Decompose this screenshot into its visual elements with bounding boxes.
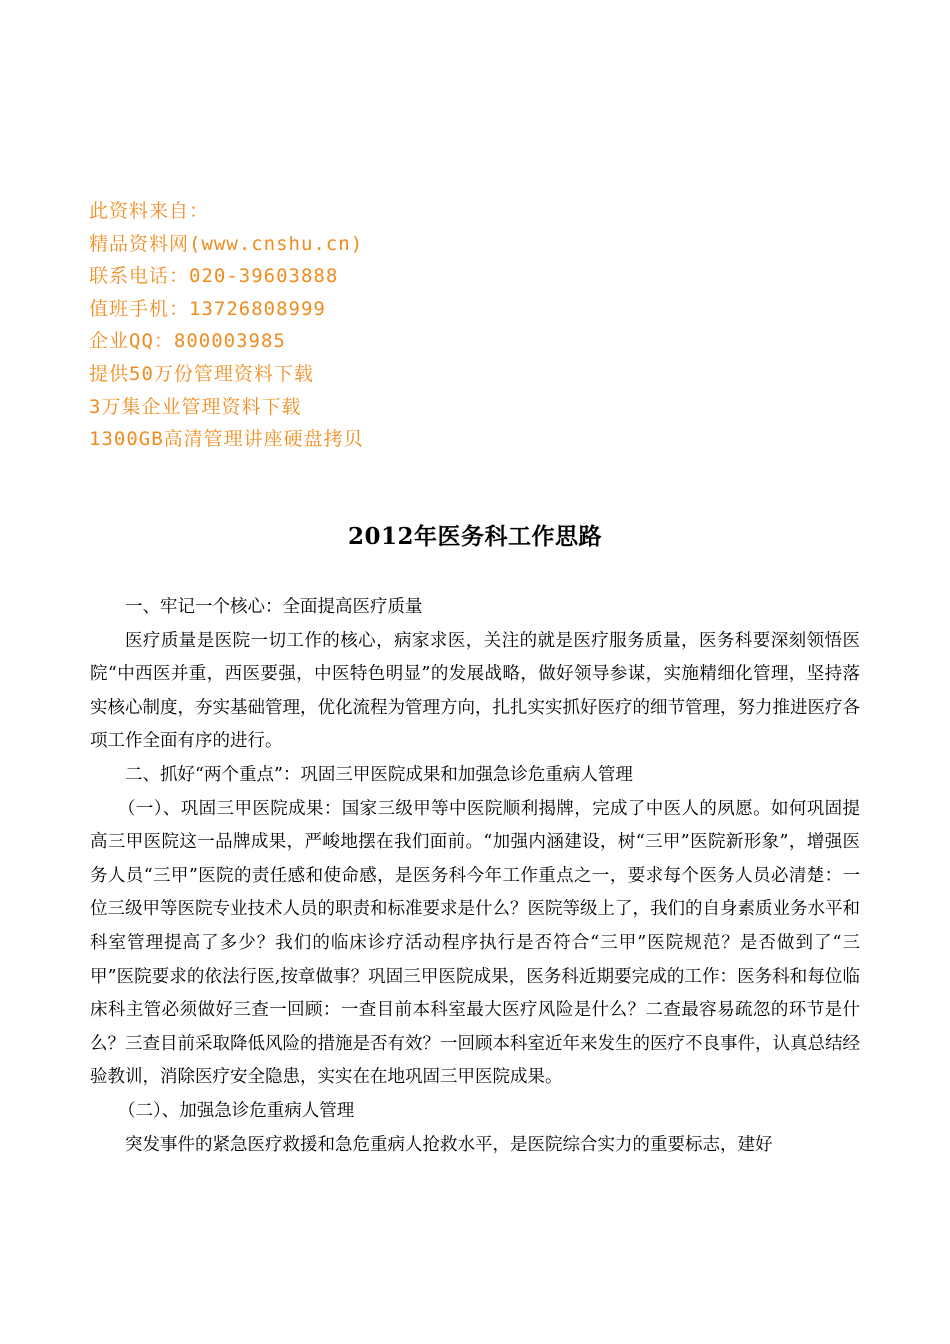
subsection-heading: （二）、加强急诊危重病人管理: [118, 1100, 355, 1121]
source-line: 此资料来自：: [89, 200, 210, 222]
source-offer-line: 1300GB高清管理讲座硬盘拷贝: [89, 428, 364, 451]
body-paragraph: 医疗质量是医院一切工作的核心，病家求医，关注的就是医疗服务质量，医务科要深刻领悟医院“中西医并重，西医要强，中医特色明显”的发展战略，做好领导参谋，实施精细化管理，坚持落实核心制度，夯实基础管理，优化流程为管理方向，扎扎实实抓好医疗的细节管理，努力推进医疗各项工作全面有序的进行。: [90, 630, 860, 752]
source-website-line: 精品资料网(www.cnshu.cn): [89, 232, 364, 255]
source-qq-line: 企业QQ：800003985: [89, 330, 286, 353]
source-offer-line: 提供50万份管理资料下载: [89, 362, 314, 385]
source-phone-line: 联系电话：020-39603888: [89, 265, 339, 288]
source-offer-line: 3万集企业管理资料下载: [89, 395, 302, 418]
body-paragraph: （一）、巩固三甲医院成果：国家三级甲等中医院顺利揭牌，完成了中医人的夙愿。如何巩固提高三甲医院这一品牌成果，严峻地摆在我们面前。“加强内涵建设，树“三甲”医院新形象”，增强医务人员“三甲”医院的责任感和使命感，是医务科今年工作重点之一，要求每个医务人员必清楚：一位三级甲等医院专业技术人员的职责和标准要求是什么？医院等级上了，我们的自身素质业务水平和科室管理提高了多少？我们的临床诊疗活动程序执行是否符合“三甲”医院规范？是否做到了“三甲”医院要求的依法行医,按章做事？巩固三甲医院成果，医务科近期要完成的工作：医务科和每位临床科主管必须做好三查一回顾：一查目前本科室最大医疗风险是什么？二查最容易疏忽的环节是什么？三查目前采取降低风险的措施是否有效？一回顾本科室近年来发生的医疗不良事件，认真总结经验教训，消除医疗安全隐患，实实在在地巩固三甲医院成果。: [90, 798, 860, 1088]
body-paragraph: 突发事件的紧急医疗救援和急危重病人抢救水平，是医院综合实力的重要标志，建好: [125, 1134, 773, 1155]
document-title: 2012年医务科工作思路: [347, 523, 602, 550]
source-mobile-line: 值班手机：13726808999: [89, 297, 326, 320]
section-heading: 一、牢记一个核心：全面提高医疗质量: [125, 597, 423, 617]
source-info-block: [89, 195, 364, 456]
document-body: [90, 591, 860, 1162]
section-heading: 二、抓好“两个重点”：巩固三甲医院成果和加强急诊危重病人管理: [125, 764, 633, 785]
